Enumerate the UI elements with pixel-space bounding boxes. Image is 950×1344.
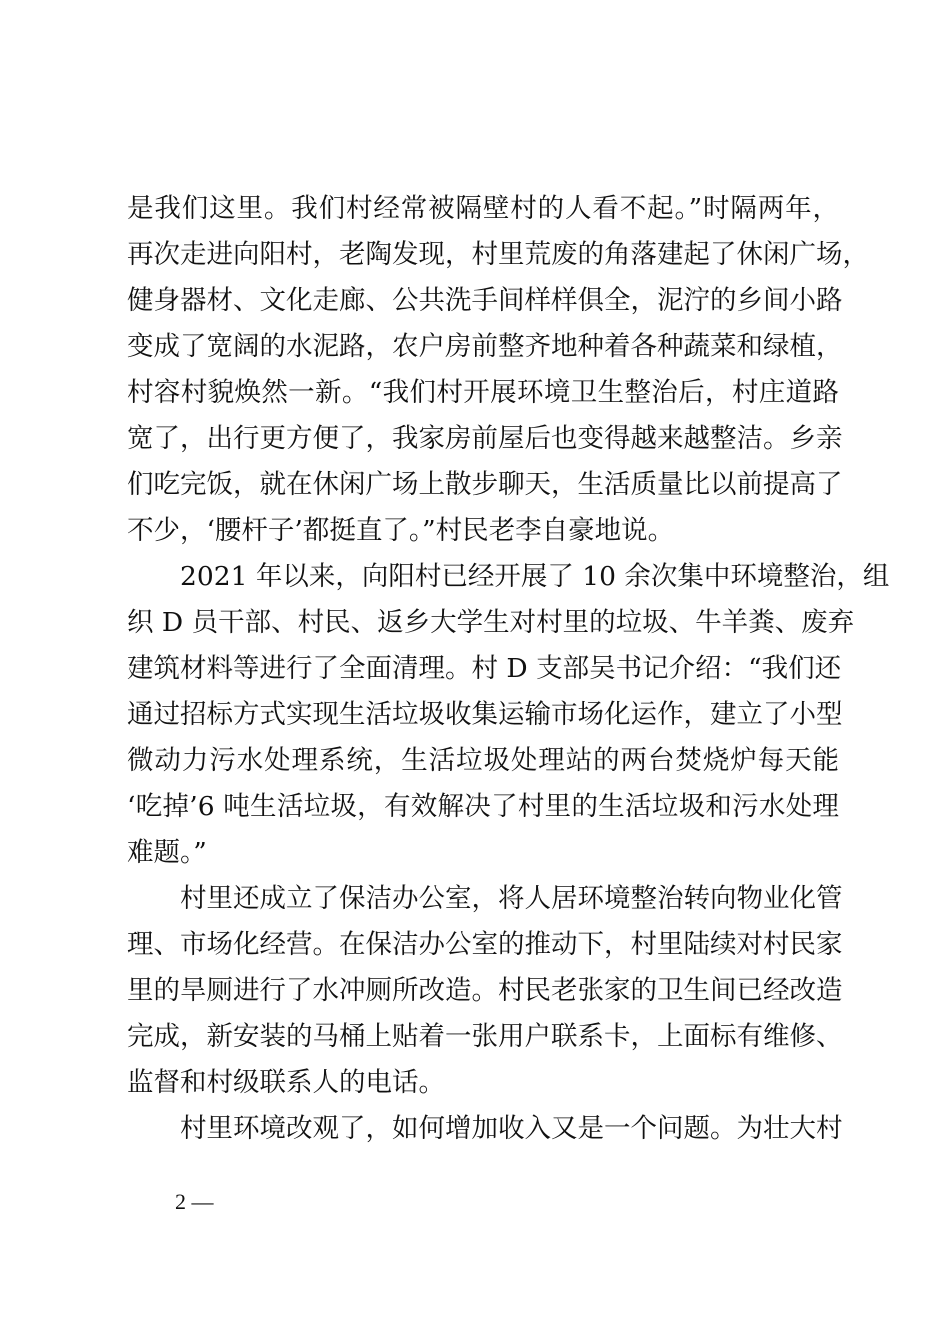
text-line: 们吃完饭，就在休闲广场上散步聊天，生活质量比以前提高了 — [127, 469, 843, 500]
text-line: 难题。” — [127, 837, 207, 868]
body-text — [127, 186, 890, 1152]
text-line: 宽了，出行更方便了，我家房前屋后也变得越来越整洁。乡亲 — [127, 423, 843, 454]
text-line: 理、市场化经营。在保洁办公室的推动下，村里陆续对村民家 — [127, 929, 843, 960]
page-number: 2 — — [175, 1189, 214, 1214]
text-line: 织 D 员干部、村民、返乡大学生对村里的垃圾、牛羊粪、废弃 — [127, 607, 855, 638]
text-line: 完成，新安装的马桶上贴着一张用户联系卡，上面标有维修、 — [127, 1021, 843, 1052]
text-line: 村里环境改观了，如何增加收入又是一个问题。为壮大村 — [180, 1113, 843, 1144]
text-line: 里的旱厕进行了水冲厕所改造。村民老张家的卫生间已经改造 — [127, 975, 843, 1006]
text-line: 建筑材料等进行了全面清理。村 D 支部吴书记介绍：“我们还 — [127, 653, 842, 684]
paragraph — [127, 186, 869, 554]
text-line: 2021 年以来，向阳村已经开展了 10 余次集中环境整治，组 — [180, 561, 890, 592]
text-line: ‘吃掉’6 吨生活垃圾，有效解决了村里的生活垃圾和污水处理 — [127, 791, 839, 822]
text-line: 不少，‘腰杆子’都挺直了。”村民老李自豪地说。 — [127, 515, 675, 546]
paragraph — [127, 1106, 843, 1152]
text-line: 监督和村级联系人的电话。 — [127, 1067, 445, 1098]
text-line: 微动力污水处理系统，生活垃圾处理站的两台焚烧炉每天能 — [127, 745, 839, 776]
text-line: 通过招标方式实现生活垃圾收集运输市场化运作，建立了小型 — [127, 699, 843, 730]
text-line: 是我们这里。我们村经常被隔壁村的人看不起。”时隔两年， — [127, 193, 839, 224]
text-line: 村里还成立了保洁办公室，将人居环境整治转向物业化管 — [180, 883, 843, 914]
text-line: 变成了宽阔的水泥路，农户房前整齐地种着各种蔬菜和绿植， — [127, 331, 843, 362]
paragraph — [127, 554, 890, 876]
text-line: 村容村貌焕然一新。“我们村开展环境卫生整治后，村庄道路 — [127, 377, 839, 408]
paragraph — [127, 876, 843, 1106]
text-line: 健身器材、文化走廊、公共洗手间样样俱全，泥泞的乡间小路 — [127, 285, 843, 316]
text-line: 再次走进向阳村，老陶发现，村里荒废的角落建起了休闲广场， — [127, 239, 869, 270]
